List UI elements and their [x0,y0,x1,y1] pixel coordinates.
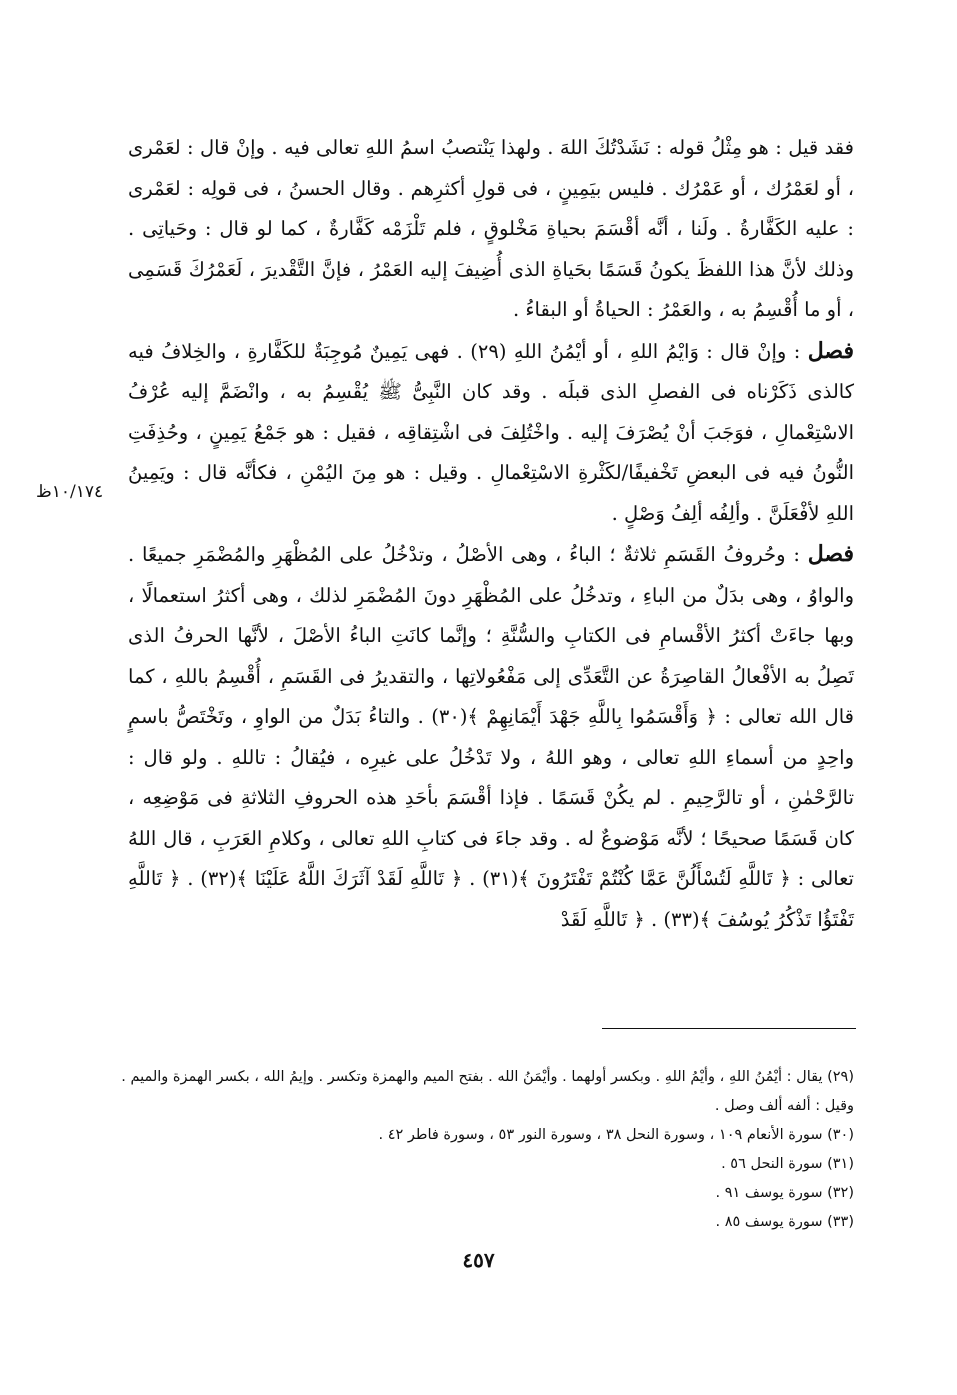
footnotes [121,1063,854,1237]
footnote-33: (٣٣) سورة يوسف ٨٥ . [715,1214,854,1230]
footnote-32: (٣٢) سورة يوسف ٩١ . [715,1185,854,1201]
paragraph-3-text: : وحُروفُ القَسَمِ ثلاثةٌ ؛ الباءُ ، وهى الأصْلُ ، وتدْخُلُ على المُظْهَرِ والمُضْمَرِ جميعًا . والواوُ ، وهى بدَلٌ من الباءِ ، وتدخُلُ على المُظْهَرِ دونَ المُضْمَرِ لذلك ، وهى أكثرُ استعمالًا ، وبها جاءَتْ أكثرُ الأقْسامِ فى الكتابِ والسُّنَّةِ ؛ وإنَّما كانَتِ الباءُ الأصْلَ ، لأنَّها الحرفُ الذى تَصِلُ به الأفْعالُ القاصِرَةُ عن التَّعَدِّى إلى مَفْعُولاتِها ، والتقديرُ فى القَسَمِ ، أُقْسِمُ باللهِ ، كما قال الله تعالى : ﴿ وَأَقْسَمُوا بِاللَّهِ جَهْدَ أَيْمَانِهِمْ ﴾(٣٠) . والتاءُ بَدَلٌ من الواوِ ، وتَخْتَصُّ باسمٍ واحِدٍ من أسماءِ اللهِ تعالى ، وهو اللهُ ، ولا تَدْخُلُ على غيرِه ، فيُقالُ : تاللهِ . ولو قال : تالرَّحْمٰنِ ، أو تالرَّحِيمِ . لم يكُنْ قَسَمًا . فإذا أقْسَمَ بأحَدِ هذه الحروفِ الثلاثةِ فى مَوْضِعِه ، كان قَسَمًا صحيحًا ؛ لأنَّه مَوْضوعٌ له . وقد جاءَ فى كتابِ اللهِ تعالى ، وكلامِ العَرَبِ ، قال اللهُ تعالى : ﴿ تَاللَّهِ لَتُسْأَلُنَّ عَمَّا كُنْتُمْ تَفْتَرُونَ ﴾(٣١) . ﴿ تَاللَّهِ لَقَدْ آثَرَكَ اللَّهُ عَلَيْنَا ﴾(٣٢) . ﴿ تَاللَّهِ تَفْتَؤُا تَذْكُرُ يُوسُفَ ﴾(٣٣) . ﴿ تَاللَّهِ لَقَدْ [128,543,854,931]
section-heading: فصل [807,337,855,364]
page-number: ٤٥٧ [462,1248,495,1272]
paragraph-3 [128,534,854,940]
margin-note: ١٠/١٧٤ظ [36,482,104,502]
footnote-30: (٣٠) سورة الأنعام ١٠٩ ، وسورة النحل ٣٨ ، وسورة النور ٥٣ ، وسورة فاطر ٤٢ . [378,1127,854,1143]
paragraph-1: فقد قيل : هو مِثْلُ قوله : نَشَدْتُكَ اللهَ . ولهذا يَنْتصبُ اسمُ اللهِ تعالى فيه . وإنْ قال : لعَمْرى ، أو لعَمْرُك ، أو عَمْرُك . فليس بيَمِينٍ ، فى قولِ أكثرِهم . وقال الحسنُ ، فى قولِه : لعَمْرى : عليه الكَفَّارةُ . ولَنا ، أنَّه أقْسَمَ بحياةِ مَخْلوقٍ ، فلم تَلْزَمْه كَفَّارةٌ ، كما لو قال : وحَياتِى . وذلك لأنَّ هذا اللفظَ يكونُ قَسَمًا بحَياةِ الذى أُضِيفَ إليه العَمْرُ ، فإنَّ التَّقْديرَ ، لَعَمْرُكَ قَسَمِى ، أو ما أُقْسِمُ به ، والعَمْرُ : الحياةُ أو البقاءُ . [128,136,854,321]
footnote-rule [602,1028,856,1029]
paragraph-2 [128,331,854,535]
footnote-29-continued: وقيل : ألفه ألف وصل . [714,1098,854,1114]
footnote-31: (٣١) سورة النحل ٥٦ . [721,1156,854,1172]
main-text [128,128,854,940]
paragraph-2-text: : وإنْ قال : وَايْمُ اللهِ ، أو أيْمُنُ اللهِ (٢٩) . فهى يَمِينٌ مُوجِبَةٌ للكَفَّارةِ ، والخِلافُ فيه كالذى ذَكَرْناه فى الفصلِ الذى قبلَه . وقد كان النَّبِىُّ ﷺ يُقْسِمُ به ، وانْضَمَّ إليه عُرْفُ الاسْتِعْمالِ ، فوَجَبَ أنْ يُصْرَفَ إليه . واخْتُلِفَ فى اشْتِقاقِه ، فقيل : هو جَمْعُ يَمِينٍ ، وحُذِفَتِ النُّونُ فيه فى البعضِ تَخْفيفًا/لكَثْرةِ الاسْتِعْمالِ . وقيل : هو مِنَ اليُمْنِ ، فكأنَّه قال : ويَمِينُ اللهِ لأفْعَلَنَّ . وألِفُه ألِفُ وَصْلٍ . [128,339,854,525]
footnote-29: (٢٩) يقال : أيْمُنُ اللهِ ، وأيْمُ اللهِ . وبكسر أولهما . وأيْمَنُ الله . بفتح الميم والهمزة وتكسر . وإيمُ الله ، بكسر الهمزة والميم . [121,1069,854,1085]
section-heading: فصل [807,541,854,567]
